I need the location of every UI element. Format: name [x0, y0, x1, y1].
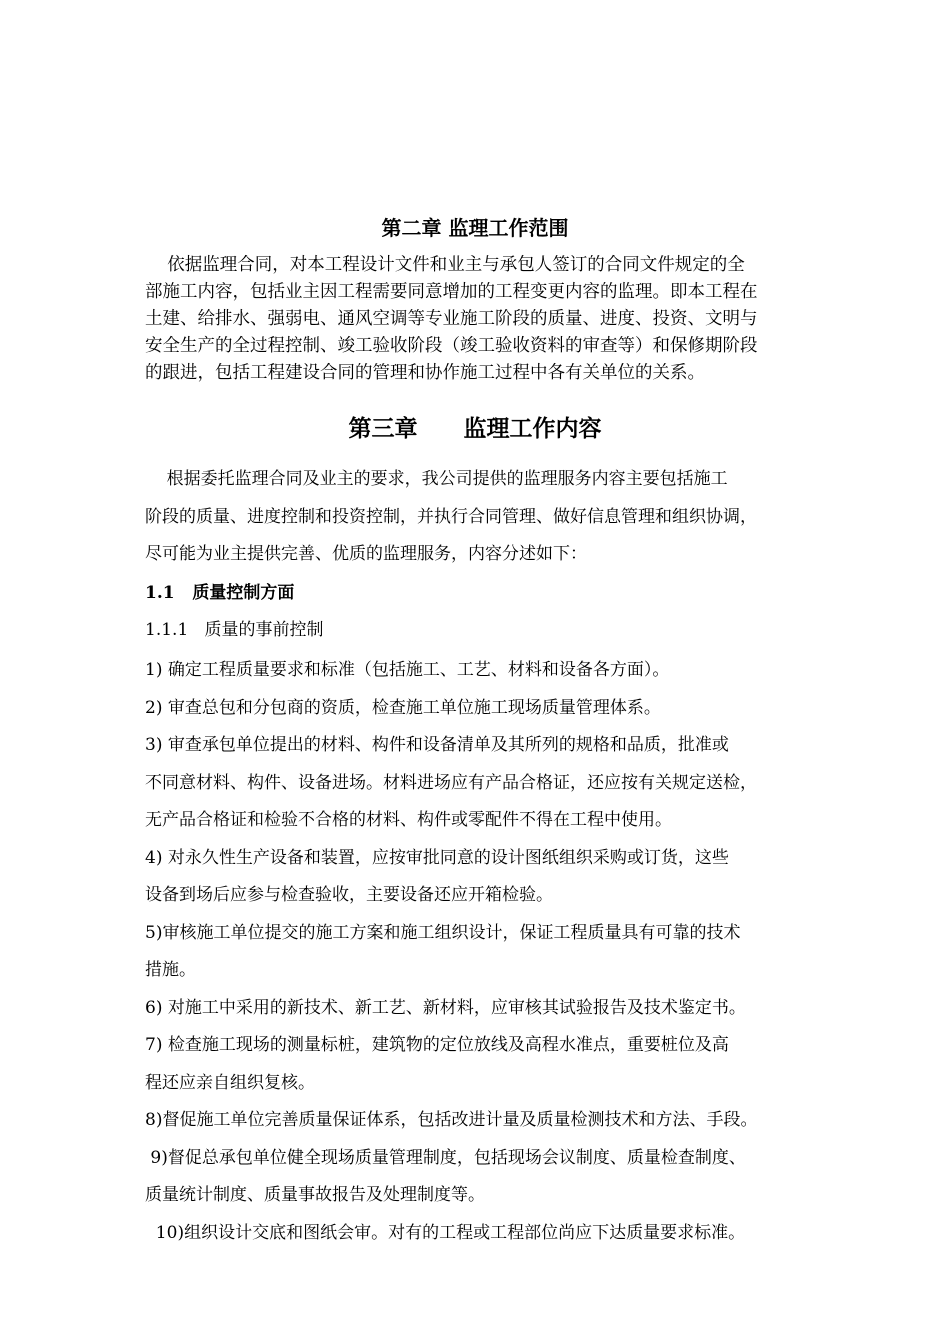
list-item-continuation: 措施。	[145, 960, 196, 980]
chapter3-title	[0, 410, 950, 443]
list-item-continuation: 设备到场后应参与检查验收，主要设备还应开箱检验。	[145, 885, 553, 905]
list-item: 3) 审查承包单位提出的材料、构件和设备清单及其所列的规格和品质，批准或	[145, 735, 729, 755]
chapter3-title-number: 第三章	[348, 415, 418, 442]
chapter2-title: 第二章 监理工作范围	[381, 216, 569, 240]
list-item: 4) 对永久性生产设备和装置，应按审批同意的设计图纸组织采购或订货，这些	[145, 847, 729, 868]
list-item-continuation: 无产品合格证和检验不合格的材料、构件或零配件不得在工程中使用。	[145, 810, 672, 830]
intro-line: 阶段的质量、进度控制和投资控制，并执行合同管理、做好信息管理和组织协调，	[145, 506, 757, 527]
paragraph-line: 依据监理合同，对本工程设计文件和业主与承包人签订的合同文件规定的全	[145, 255, 745, 275]
paragraph-line: 安全生产的全过程控制、竣工验收阶段（竣工验收资料的审查等）和保修期阶段	[145, 336, 758, 356]
paragraph-line: 土建、给排水、强弱电、通风空调等专业施工阶段的质量、进度、投资、文明与	[145, 309, 758, 329]
list-item: 9)督促总承包单位健全现场质量管理制度，包括现场会议制度、质量检查制度、	[145, 1147, 746, 1168]
list-item: 5)审核施工单位提交的施工方案和施工组织设计，保证工程质量具有可靠的技术	[145, 922, 741, 943]
list-item: 2) 审查总包和分包商的资质，检查施工单位施工现场质量管理体系。	[145, 697, 661, 718]
chapter3-intro	[145, 461, 835, 574]
intro-line: 尽可能为业主提供完善、优质的监理服务，内容分述如下：	[145, 544, 587, 564]
paragraph-line: 部施工内容，包括业主因工程需要同意增加的工程变更内容的监理。即本工程在	[145, 282, 758, 302]
list-item: 1) 确定工程质量要求和标准（包括施工、工艺、材料和设备各方面）。	[145, 660, 670, 680]
list-item-continuation: 质量统计制度、质量事故报告及处理制度等。	[145, 1185, 485, 1205]
section-heading: 1.1 质量控制方面	[145, 583, 295, 603]
chapter2-paragraph	[145, 252, 835, 387]
list-item: 6) 对施工中采用的新技术、新工艺、新材料，应审核其试验报告及技术鉴定书。	[145, 997, 746, 1018]
list-item-continuation: 不同意材料、构件、设备进场。材料进场应有产品合格证，还应按有关规定送检，	[145, 772, 757, 793]
item-list	[145, 652, 835, 1252]
list-item: 7) 检查施工现场的测量标桩，建筑物的定位放线及高程水准点，重要桩位及高	[145, 1035, 729, 1055]
list-item-continuation: 程还应亲自组织复核。	[145, 1072, 315, 1093]
list-item: 10)组织设计交底和图纸会审。对有的工程或工程部位尚应下达质量要求标准。	[145, 1222, 746, 1243]
paragraph-line: 的跟进，包括工程建设合同的管理和协作施工过程中各有关单位的关系。	[145, 363, 705, 383]
chapter3-title-text: 监理工作内容	[463, 415, 602, 442]
intro-line: 根据委托监理合同及业主的要求，我公司提供的监理服务内容主要包括施工	[145, 469, 728, 489]
list-item: 8)督促施工单位完善质量保证体系，包括改进计量及质量检测技术和方法、手段。	[145, 1110, 758, 1130]
subsection-heading: 1.1.1 质量的事前控制	[145, 620, 324, 640]
